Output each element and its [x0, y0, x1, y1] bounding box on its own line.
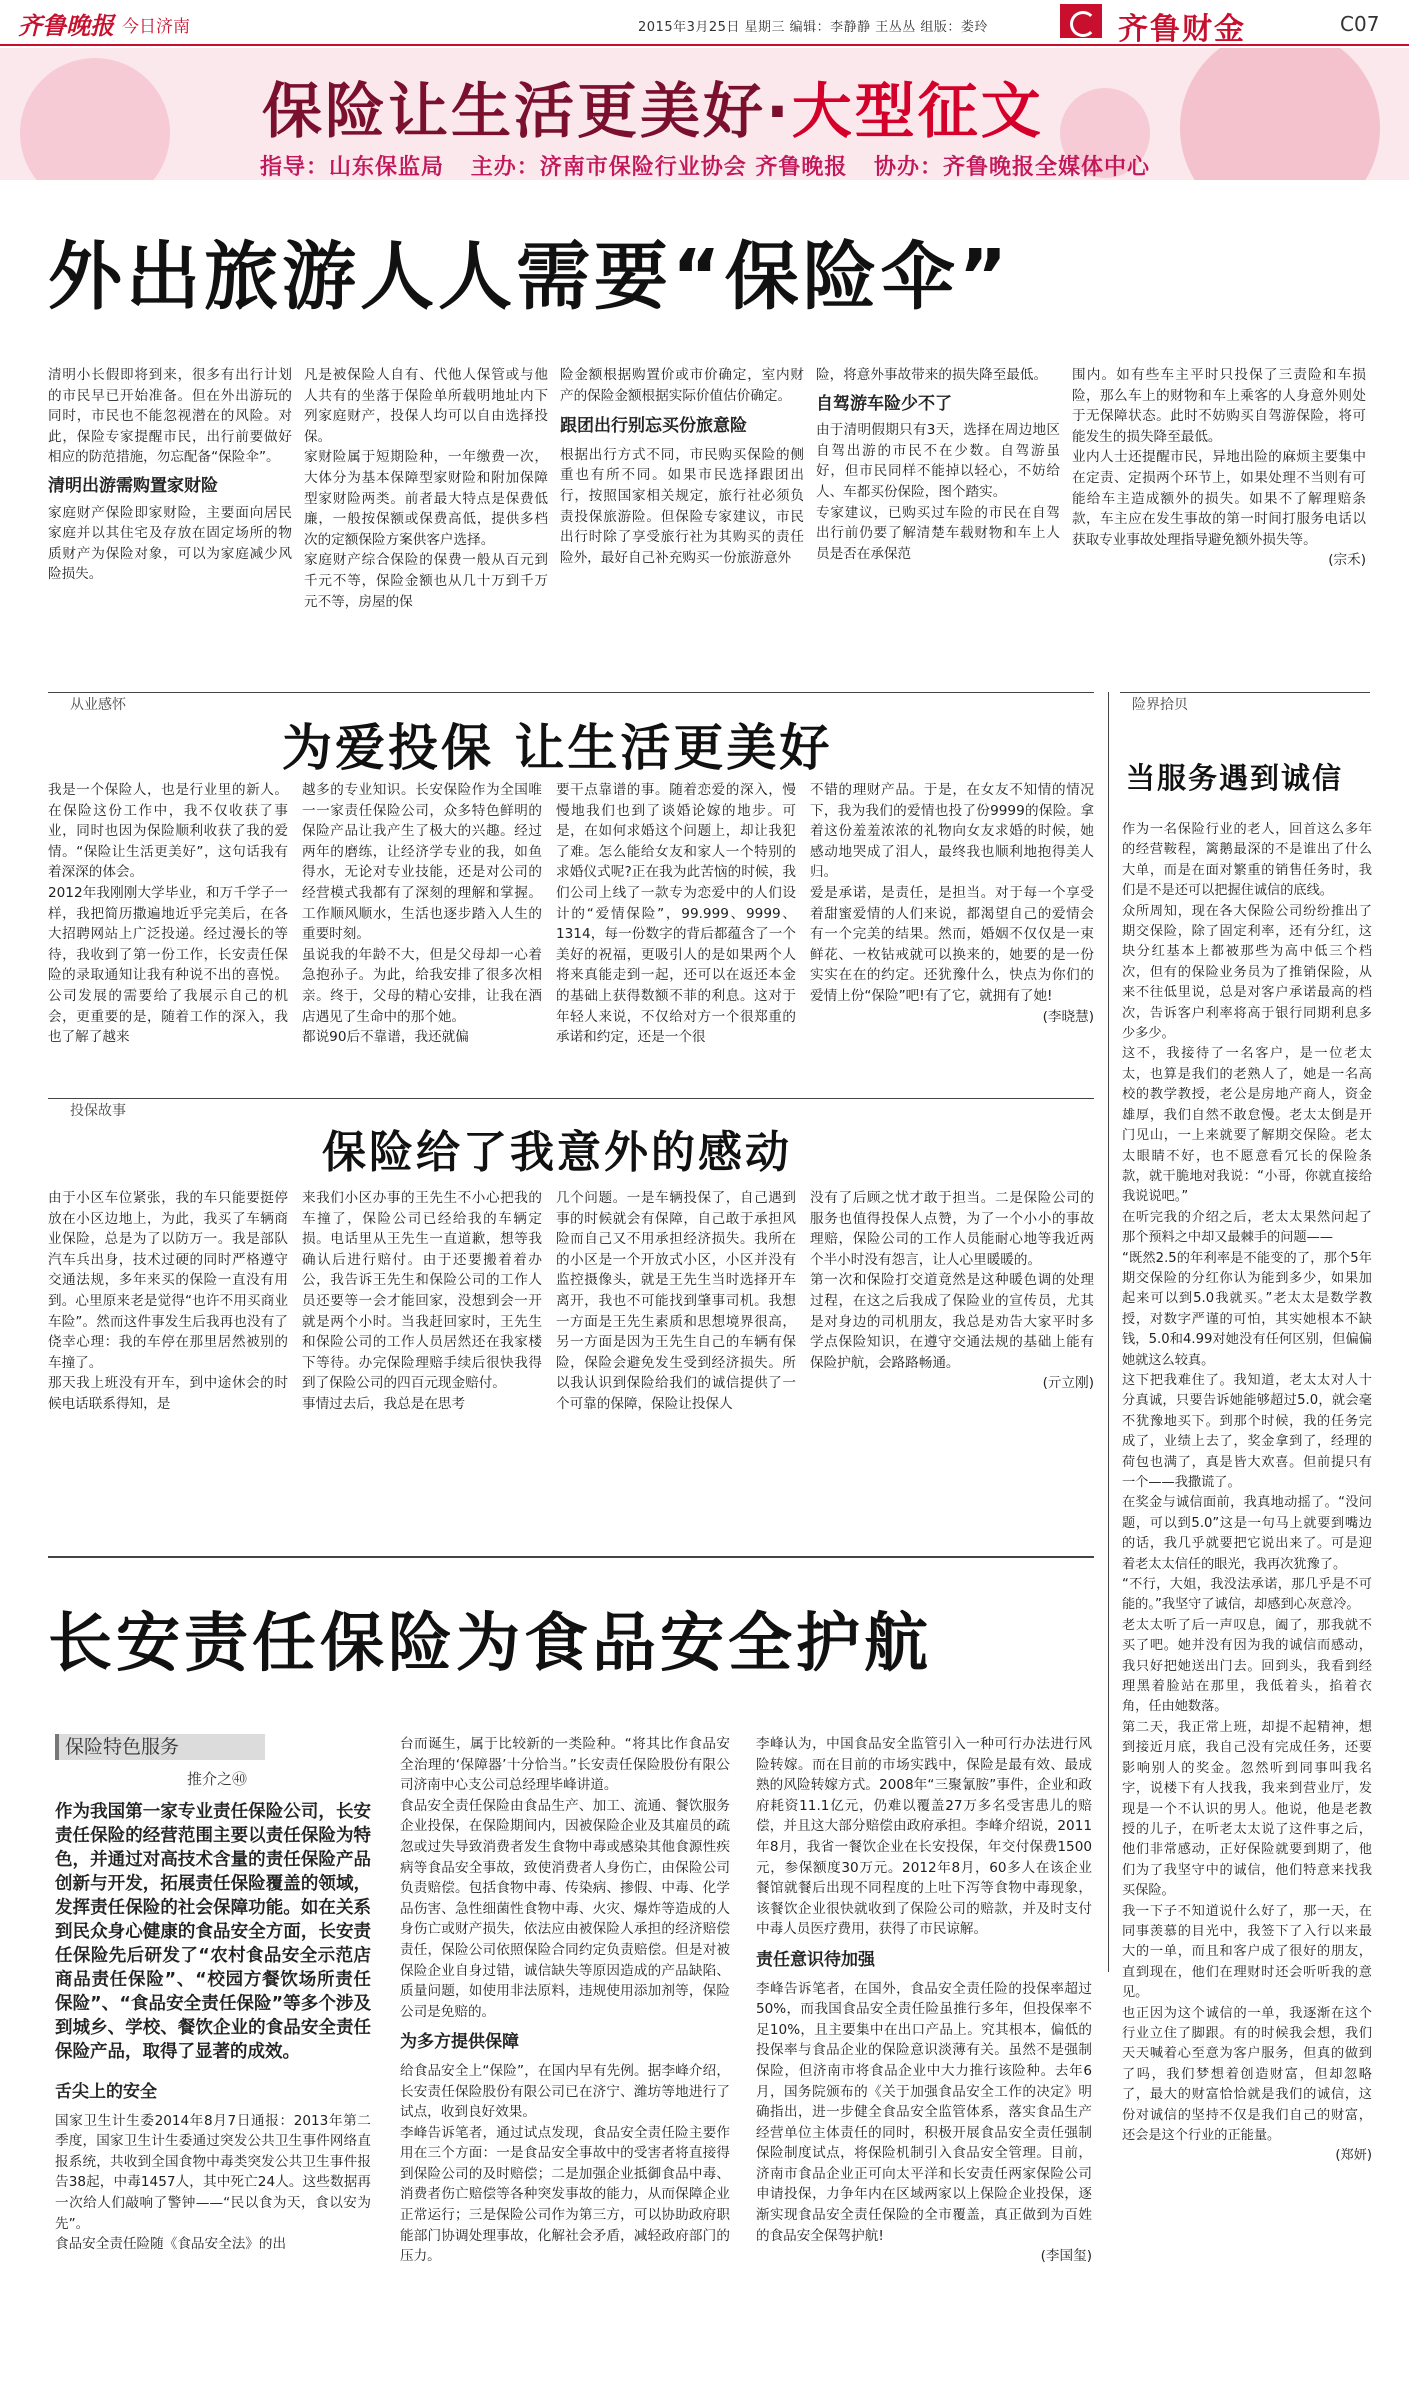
feature-intro: 推介之㊵	[187, 1770, 248, 1788]
banner-title-main: 保险让生活更美好·	[262, 77, 792, 147]
story5-intro: 作为我国第一家专业责任保险公司，长安责任保险的经营范围主要以责任保险为特色，并通过对高技术含量的责任保险产品创新与开发，拓展责任保险覆盖的领域，发挥责任保险的社会保障功能。如在关系到民众身心健康的食品安全方面，长安责任保险先后研发了“农村食品安全示范店商品责任保险”、“校园方餐饮场所责任保险”、“食品安全责任保险”等多个涉及到城乡、学校、餐饮企业的食品安全责任保险产品，取得了显著的成效。	[55, 1802, 371, 2062]
paragraph: 这不，我接待了一名客户，是一位老太太，也算是我们的老熟人了，她是一名高校的教学教授，老公是房地产商人，资金雄厚，我们自然不敢怠慢。老太太倒是开门见山，一上来就要了解期交保险。老太太眼睛不好，也不愿意看冗长的保险条款，就干脆地对我说：“小哥，你就直接给我说说吧。”	[1122, 1046, 1372, 1205]
banner-credits	[260, 150, 1168, 180]
paragraph: 虽说我的年龄不大，但是父母却一心着急抱孙子。为此，给我安排了很多次相亲。终于，父母的精心安排，让我在酒店遇见了生命中的那个她。	[302, 946, 542, 1025]
page-number: C07	[1340, 12, 1380, 36]
story3-column-4	[810, 1188, 1094, 1488]
paragraph: 家庭财产保险即家财险，主要面向居民家庭并以其住宅及存放在固定场所的物质财产为保险对象，可以为家庭减少风险损失。	[48, 504, 292, 583]
banner-guide: 指导：山东保监局	[260, 155, 445, 180]
paragraph: 我是一个保险人，也是行业里的新人。在保险这份工作中，我不仅收获了事业，同时也因为保险顺利收获了我的爱情。“保险让生活更美好”，这句话我有着深深的体会。	[48, 782, 288, 881]
byline: (亓立刚)	[1042, 1375, 1094, 1392]
story1-column-3	[560, 365, 804, 620]
paragraph: 众所周知，现在各大保险公司纷纷推出了期交保险，除了固定利率，还有分红，这块分红基本上都被那些为高中低三个档次，但有的保险业务员为了推销保险，从来不往低里说，总是对客户承诺最高的档次，告诉客户利率将高于银行同期利息多少多少。	[1122, 903, 1372, 1042]
paragraph: 在听完我的介绍之后，老太太果然问起了那个预料之中却又最棘手的问题——	[1122, 1209, 1372, 1246]
paragraph: 险，将意外事故带来的损失降至最低。	[816, 367, 1048, 383]
byline: (郑妍)	[1335, 2148, 1372, 2164]
paragraph: “不行，大姐，我没法承诺，那几乎是不可能的。”我坚守了诚信，却感到心灰意冷。	[1122, 1577, 1372, 1613]
paragraph: 凡是被保险人自有、代他人保管或与他人共有的坐落于保险单所载明地址内下列家庭财产，投保人均可以自由选择投保。	[304, 367, 548, 445]
subheading: 跟团出行别忘买份旅意险	[560, 416, 747, 437]
paragraph: 家庭财产综合保险的保费一般从百元到千元不等，保险金额也从几十万到千万元不等，房屋的保	[304, 552, 548, 610]
paragraph: 专家建议，已购买过车险的市民在自驾出行前仍要了解清楚车载财物和车上人员是否在承保范	[816, 504, 1060, 562]
paragraph: 不错的理财产品。于是，在女友不知情的情况下，我为我们的爱情也投了份9999的保险。拿着这份羞羞浓浓的礼物向女友求婚的时候，她感动地哭成了泪人，最终我也顺利地抱得美人归。	[810, 782, 1094, 881]
story2-column-1	[48, 780, 288, 1080]
paragraph: 国家卫生计生委2014年8月7日通报：2013年第二季度，国家卫生计生委通过突发公共卫生事件网络直报系统，共收到全国食物中毒类突发公共卫生事件报告38起，中毒1457人，其中死亡24人。这些数据再一次给人们敲响了警钟——“民以食为天，食以安为先”。	[55, 2112, 371, 2232]
paragraph: 要干点靠谱的事。随着恋爱的深入，慢慢地我们也到了谈婚论嫁的地步。可是，在如何求婚这个问题上，却让我犯了难。怎么能给女友和家人一个特别的求婚仪式呢?正在我为此苦恼的时候，我们公司上线了一款专为恋爱中的人们设计的“爱情保险”，99.999、9999、1314，每一份数字的背后都蕴含了一个美好的祝福，更吸引人的是如果两个人将来真能走到一起，还可以在返还本金的基础上获得数额不菲的利息。这对于年轻人来说，不仅给对方一个很郑重的承诺和约定，还是一个很	[556, 782, 796, 1046]
paragraph: 清明小长假即将到来，很多有出行计划的市民早已开始准备。但在外出游玩的同时，市民也不能忽视潜在的风险。对此，保险专家提醒市民，出行前要做好相应的防范措施，勿忘配备“保险伞”。	[48, 367, 292, 466]
paragraph: 第一次和保险打交道竟然是这种暖色调的处理过程，在这之后我成了保险业的宣传员，尤其是对身边的司机朋友，我总是劝告大家平时多学点保险知识，在遵守交通法规的基础上能有保险护航，会路路畅通。	[810, 1272, 1094, 1371]
paragraph: 由于清明假期只有3天，选择在周边地区自驾出游的市民不在少数。自驾游虽好，但市民同样不能掉以轻心，不妨给人、车都买份保险，图个踏实。	[816, 422, 1060, 500]
paragraph: 越多的专业知识。长安保险作为全国唯一一家责任保险公司，众多特色鲜明的保险产品让我产生了极大的兴趣。经过两年的磨练，让经济学专业的我，如鱼得水，无论对专业技能，还是对公司的经营模式我都有了深刻的理解和掌握。工作顺风顺水，生活也逐步踏入人生的重要时刻。	[302, 782, 542, 943]
story5-column-3	[756, 1734, 1092, 2374]
feature-tag: 保险特色服务	[55, 1734, 265, 1760]
divider	[48, 1098, 1094, 1099]
column-divider	[1108, 692, 1109, 1972]
story1-column-5	[1072, 365, 1366, 620]
story1-column-4	[816, 365, 1060, 620]
banner-title-accent: 大型征文	[791, 77, 1044, 147]
byline: (宗禾)	[1328, 552, 1366, 569]
story4-tag: 险界拾贝	[1122, 694, 1198, 714]
paragraph: 爱是承诺，是责任，是担当。对于每一个享受着甜蜜爱情的人们来说，都渴望自己的爱情会有一个完美的结果。然而，婚姻不仅仅是一束鲜花、一枚钻戒就可以换来的，她要的是一份实实在在的约定。还犹豫什么，快点为你们的爱情上份“保险”吧!有了它，就拥有了她!	[810, 884, 1094, 1004]
story5-column-2	[400, 1734, 730, 2374]
paragraph: 食品安全责任险随《食品安全法》的出	[55, 2236, 287, 2253]
subheading: 清明出游需购置家财险	[48, 475, 218, 496]
section-name: 齐鲁财金	[1118, 12, 1246, 47]
paragraph: 险金额根据购置价或市价确定，室内财产的保险金额根据实际价值估价确定。	[560, 367, 804, 404]
paragraph: 2012年我刚刚大学毕业，和万千学子一样，我把简历撒遍地近乎完美后，在各大招聘网站上广泛投递。经过漫长的等待，我收到了第一份工作，长安责任保险的录取通知让我有种说不出的喜悦。公司发展的需要给了我展示自己的机会，更重要的是，随着工作的深入，我也了解了越来	[48, 884, 288, 1046]
subheading: 为多方提供保障	[400, 2032, 519, 2053]
paragraph: 我一下子不知道说什么好了，那一天，在同事羡慕的目光中，我签下了入行以来最大的一单，而且和客户成了很好的朋友，直到现在，他们在理财时还会听听我的意见。	[1122, 1903, 1372, 2001]
paragraph: 这下把我难住了。我知道，老太太对人十分真诚，只要告诉她能够超过5.0，就会毫不犹豫地买下。到那个时候，我的任务完成了，业绩上去了，奖金拿到了，经理的荷包也满了，真是皆大欢喜。但前提只有一个——我撒谎了。	[1122, 1372, 1372, 1490]
story2-column-2	[302, 780, 542, 1080]
newspaper-logo: 齐鲁晚报	[18, 11, 114, 40]
paragraph: 李峰告诉笔者，在国外，食品安全责任险的投保率超过50%，而我国食品安全责任险虽推行多年，但投保率不足10%，且主要集中在出口产品上。究其根本，偏低的投保率与食品企业的保险意识淡薄有关。虽然不是强制保险，但济南市将食品企业中大力推行该险种。去年6月，国务院颁布的《关于加强食品安全工作的决定》明确指出，进一步健全食品安全监管体系，落实食品生产经营单位主体责任的同时，积极开展食品安全责任强制保险制度试点，将保险机制引入食品安全管理。目前，济南市食品企业正可向太平洋和长安责任两家保险公司申请投保，力争年内在区域两家以上保险企业投保，逐渐实现食品安全责任保险的全市覆盖，真正做到为百姓的食品安全保驾护航!	[756, 1980, 1092, 2244]
paragraph: 家财险属于短期险种，一年缴费一次，大体分为基本保障型家财险和附加保障型家财险两类。前者最大特点是保费低廉，一般按保额或保费高低，提供多档次的定额保险方案供客户选择。	[304, 449, 548, 548]
section-logo-icon	[1060, 4, 1102, 38]
paragraph: “既然2.5的年利率是不能变的了，那个5年期交保险的分红你认为能到多少，如果加起来可以到5.0我就买。”老太太是数学教授，对数字严谨的可怕，其实她根本不缺钱，5.0和4.99对她没有任何区别，但偏偏她就这么较真。	[1122, 1250, 1372, 1368]
paragraph: 李峰告诉笔者，通过试点发现，食品安全责任险主要作用在三个方面：一是食品安全事故中的受害者将直接得到保险公司的及时赔偿；二是加强企业抵御食品中毒、消费者伤亡赔偿等各种突发事故的能力，从而保障企业正常运行；三是保险公司作为第三方，可以协助政府职能部门协调处理事故，化解社会矛盾，减轻政府部门的压力。	[400, 2124, 730, 2265]
paragraph: 那天我上班没有开车，到中途休会的时候电话联系得知，是	[48, 1375, 288, 1412]
paragraph: 李峰认为，中国食品安全监管引入一种可行办法进行风险转嫁。而在目前的市场实践中，保险是最有效、最成熟的风险转嫁方式。2008年“三聚氰胺”事件，企业和政府耗资11.1亿元，仍难以覆盖27万多名受害患儿的赔偿，并且这大部分赔偿由政府承担。李峰介绍说，2011年8月，我省一餐饮企业在长安投保，年交付保费1500元，参保额度30万元。2012年8月，60多人在该企业餐馆就餐后出现不同程度的上吐下泻等食物中毒现象，该餐饮企业很快就收到了保险公司的赔款，并及时支付中毒人员医疗费用，获得了市民谅解。	[756, 1736, 1092, 1938]
paragraph: 台而诞生，属于比较新的一类险种。“将其比作食品安全治理的‘保障器’十分恰当。”长安责任保险股份有限公司济南中心支公司总经理毕峰讲道。	[400, 1736, 730, 1794]
story5-column-1	[55, 2082, 371, 2372]
subheading: 责任意识待加强	[756, 1949, 875, 1970]
paragraph: 根据出行方式不同，市民购买保险的侧重也有所不同。如果市民选择跟团出行，按照国家相关规定，旅行社必须负责投保旅游险。但保险专家建议，市民出行时除了享受旅行社为其购买的责任险外，最好自己补充购买一份旅游意外	[560, 446, 804, 566]
story3-column-3	[556, 1188, 796, 1488]
channel-name: 今日济南	[122, 17, 190, 37]
divider	[48, 692, 1094, 693]
paragraph: 都说90后不靠谱，我还就偏	[302, 1029, 469, 1046]
byline: (李国玺)	[1040, 2248, 1092, 2265]
story1-column-1	[48, 365, 292, 620]
story5-headline: 长安责任保险为食品安全护航	[48, 1607, 932, 1681]
banner-title	[262, 64, 1044, 150]
story1-headline: 外出旅游人人需要“保险伞”	[48, 234, 1012, 320]
story2-column-3	[556, 780, 796, 1080]
banner-host: 主办：济南市保险行业协会 齐鲁晚报	[470, 155, 848, 180]
paragraph: 给食品安全上“保险”，在国内早有先例。据李峰介绍，长安责任保险股份有限公司已在济宁、潍坊等地进行了试点，收到良好效果。	[400, 2062, 730, 2121]
divider	[48, 1556, 1094, 1558]
story3-tag: 投保故事	[60, 1100, 136, 1120]
paragraph: 食品安全责任保险由食品生产、加工、流通、餐饮服务企业投保，在保险期间内，因被保险企业及其雇员的疏忽或过失导致消费者发生食物中毒或感染其他食源性疾病等食品安全事故，致使消费者人身伤亡，由保险公司负责赔偿。包括食物中毒、传染病、掺假、中毒、化学品伤害、急性细菌性食物中毒、火灾、爆炸等造成的人身伤亡或财产损失，依法应由被保险人承担的经济赔偿责任，保险公司依照保险合同约定负责赔偿。但是对被保险企业自身过错，诚信缺失等原因造成的产品缺陷、质量问题，如使用非法原料，违规使用添加剂等，保险公司是免赔的。	[400, 1797, 730, 2020]
paragraph: 第二天，我正常上班，却提不起精神，想到接近月底，我自己没有完成任务，还要影响别人的奖金。忽然听到同事叫我名字，说楼下有人找我，我来到营业厅，发现是一个不认识的男人。他说，他是老教授的儿子，在听老太太说了这件事之后，他们非常感动，正好保险就要到期了，他们为了我坚守中的诚信，他们特意来找我买保险。	[1122, 1719, 1372, 1899]
banner-coop: 协办：齐鲁晚报全媒体中心	[874, 155, 1151, 180]
page-header	[0, 0, 1409, 46]
story3-column-2	[302, 1188, 542, 1488]
paragraph: 事情过去后，我总是在思考	[302, 1395, 466, 1412]
flower-decoration-icon	[20, 58, 170, 180]
story4-headline: 当服务遇到诚信	[1126, 761, 1344, 795]
story2-headline: 为爱投保 让生活更美好	[282, 719, 833, 777]
story2-column-4	[810, 780, 1094, 1080]
paragraph: 由于小区车位紧张，我的车只能要挺停放在小区边地上，为此，我买了车辆商业保险，总是为了以防万一。我是部队汽车兵出身，技术过硬的同时严格遵守交通法规，多年来买的保险一直没有用到。心里原来老是觉得“也许不用买商业车险”。然而这件事发生后我再也没有了侥幸心理：我的车停在那里居然被别的车撞了。	[48, 1190, 288, 1371]
paragraph: 作为一名保险行业的老人，回首这么多年的经营鞍程，篱鹅最深的不是谁出了什么大单，而是在面对繁重的销售任务时，我们是不是还可以把握住诚信的底线。	[1122, 822, 1372, 899]
divider	[1120, 692, 1370, 693]
paragraph: 老太太听了后一声叹息，阖了，那我就不买了吧。她并没有因为我的诚信而感动，我只好把她送出门去。回到头，我看到经理黑着脸站在那里，我低着头，掐着衣角，任由她数落。	[1122, 1617, 1372, 1715]
byline: (李晓慧)	[1042, 1008, 1094, 1025]
paragraph: 没有了后顾之忧才敢于担当。二是保险公司的服务也值得投保人点赞，为了一个小小的事故理赔，保险公司的工作人员能耐心地等我近两个半小时没有怨言，让人心里暖暖的。	[810, 1190, 1094, 1268]
subheading: 自驾游车险少不了	[816, 393, 952, 414]
paragraph: 也正因为这个诚信的一单，我逐渐在这个行业立住了脚跟。有的时候我会想，我们天天喊着心至意为客户服务，但真的做到了吗，我们梦想着创造财富，但却忽略了，最大的财富恰恰就是我们的诚信，这份对诚信的坚持不仅是我们自己的财富，还会是这个行业的正能量。	[1122, 2005, 1372, 2143]
paragraph: 几个问题。一是车辆投保了，自己遇到事的时候就会有保障，自己敢于承担风险而自己又不用承担经济损失。我所在的小区是一个开放式小区，小区并没有监控摄像头，就是王先生当时选择开车离开，我也不可能找到肇事司机。我想一方面是王先生素质和思想境界很高，另一方面是因为王先生自己的车辆有保险，保险会避免发生受到经济损失。所以我认识到保险给我们的诚信提供了一个可靠的保障，保险让投保人	[556, 1190, 796, 1412]
story3-column-1	[48, 1188, 288, 1488]
story3-headline: 保险给了我意外的感动	[322, 1127, 792, 1178]
paragraph: 在奖金与诚信面前，我真地动摇了。“没问题，可以到5.0”这是一句马上就要到嘴边的话，我几乎就要把它说出来了。可是迎着老太太信任的眼光，我再次犹豫了。	[1122, 1495, 1372, 1572]
subheading: 舌尖上的安全	[55, 2082, 157, 2102]
story4-column	[1122, 820, 1372, 2360]
paragraph: 业内人士还提醒市民，异地出险的麻烦主要集中在定责、定损两个环节上，如果处理不当则有可能给车主造成额外的损失。如果不了解理赔条款，车主应在发生事故的第一时间打服务电话以获取专业事故处理指导避免额外损失等。	[1072, 449, 1366, 548]
flower-decoration-icon	[1180, 48, 1380, 180]
campaign-banner	[0, 48, 1409, 180]
paragraph: 来我们小区办事的王先生不小心把我的车撞了，保险公司已经给我的车辆定损。电话里从王先生一直道歉，想等我确认后进行赔付。由于还要搬着着办公，我告诉王先生和保险公司的工作人员还要等一会才能回家，没想到会一开就是两个小时。当我赶回家时，王先生和保险公司的工作人员居然还在我家楼下等待。办完保险理赔手续后很快我得到了保险公司的四百元现金赔付。	[302, 1190, 542, 1392]
story2-tag: 从业感怀	[60, 694, 136, 714]
dateline: 2015年3月25日 星期三 编辑：李静静 王丛丛 组版：娄玲	[638, 20, 988, 35]
story1-column-2	[304, 365, 548, 620]
paragraph: 围内。如有些车主平时只投保了三责险和车损险，那么车上的财物和车上乘客的人身意外则处于无保障状态。此时不妨购买自驾游保险，将可能发生的损失降至最低。	[1072, 367, 1366, 445]
